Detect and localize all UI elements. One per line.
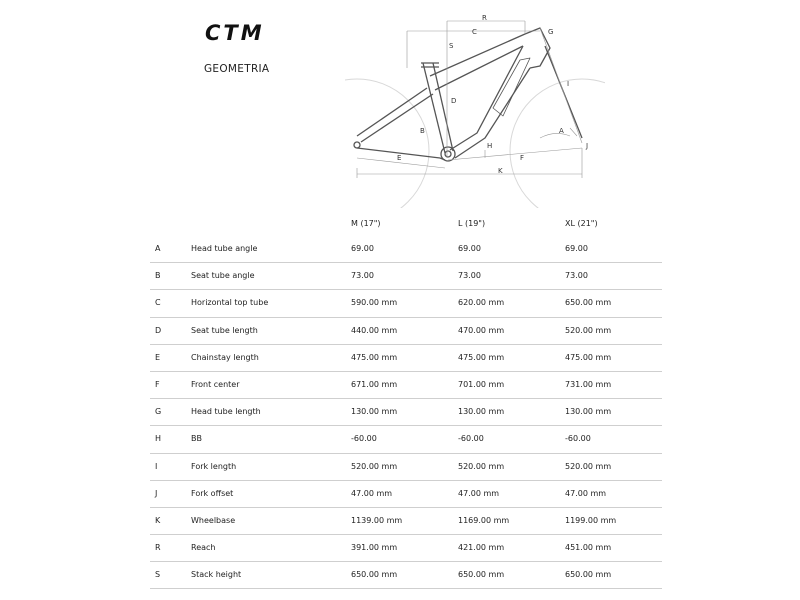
table-row bbox=[150, 345, 662, 372]
row-value-m: 73.00 bbox=[351, 271, 374, 281]
table-row bbox=[150, 372, 662, 399]
table-row bbox=[150, 535, 662, 562]
row-name: Seat tube angle bbox=[191, 271, 255, 281]
row-value-xl: 1199.00 mm bbox=[565, 515, 617, 525]
table-row bbox=[150, 290, 662, 317]
row-value-l: 421.00 mm bbox=[458, 543, 505, 553]
row-value-xl: 130.00 mm bbox=[565, 407, 612, 417]
label-d: D bbox=[451, 97, 457, 105]
row-value-l: 470.00 mm bbox=[458, 325, 505, 335]
row-value-l: 475.00 mm bbox=[458, 352, 505, 362]
row-name: Stack height bbox=[191, 570, 242, 580]
table-row bbox=[150, 426, 662, 453]
row-value-m: 650.00 mm bbox=[351, 570, 398, 580]
row-code: F bbox=[155, 379, 160, 389]
row-code: D bbox=[155, 325, 162, 335]
row-value-xl: 520.00 mm bbox=[565, 461, 612, 471]
row-value-m: 475.00 mm bbox=[351, 352, 398, 362]
geometry-diagram bbox=[345, 8, 605, 208]
row-code: H bbox=[155, 434, 162, 444]
row-value-l: 701.00 mm bbox=[458, 379, 505, 389]
row-value-xl: 451.00 mm bbox=[565, 543, 612, 553]
geometry-table bbox=[150, 216, 662, 589]
row-value-m: 520.00 mm bbox=[351, 461, 398, 471]
front-wheel bbox=[510, 79, 605, 208]
row-value-m: 47.00 mm bbox=[351, 488, 393, 498]
row-value-l: -60.00 bbox=[458, 434, 484, 444]
row-value-xl: 69.00 bbox=[565, 244, 588, 253]
table-row bbox=[150, 318, 662, 345]
label-g: G bbox=[548, 28, 554, 36]
row-value-l: 1169.00 mm bbox=[458, 515, 510, 525]
row-name: Reach bbox=[191, 543, 216, 553]
row-name: Chainstay length bbox=[191, 352, 259, 362]
page-subtitle: GEOMETRIA bbox=[204, 63, 270, 75]
label-h: H bbox=[487, 142, 493, 150]
row-value-l: 47.00 mm bbox=[458, 488, 500, 498]
row-value-m: -60.00 bbox=[351, 434, 377, 444]
column-header-m: M (17") bbox=[351, 219, 381, 228]
label-c: C bbox=[472, 28, 477, 36]
row-value-m: 130.00 mm bbox=[351, 407, 398, 417]
row-name: Head tube length bbox=[191, 407, 261, 417]
row-code: S bbox=[155, 570, 161, 580]
row-value-l: 69.00 bbox=[458, 244, 481, 253]
row-value-m: 69.00 bbox=[351, 244, 374, 253]
label-a: A bbox=[559, 127, 564, 135]
column-header-l: L (19") bbox=[458, 219, 486, 228]
table-row bbox=[150, 399, 662, 426]
row-name: Fork offset bbox=[191, 488, 234, 498]
row-value-m: 1139.00 mm bbox=[351, 515, 403, 525]
label-i: I bbox=[567, 80, 570, 88]
table-body bbox=[150, 236, 662, 589]
row-value-l: 130.00 mm bbox=[458, 407, 505, 417]
label-s: S bbox=[449, 42, 454, 50]
row-value-m: 440.00 mm bbox=[351, 325, 398, 335]
row-code: I bbox=[155, 461, 158, 471]
row-name: BB bbox=[191, 434, 202, 444]
row-code: R bbox=[155, 543, 161, 553]
bike-frame bbox=[354, 28, 582, 161]
row-value-l: 620.00 mm bbox=[458, 298, 505, 308]
table-row bbox=[150, 481, 662, 508]
row-name: Horizontal top tube bbox=[191, 298, 269, 308]
row-code: K bbox=[155, 515, 161, 525]
row-value-xl: 731.00 mm bbox=[565, 379, 612, 389]
row-value-m: 590.00 mm bbox=[351, 298, 398, 308]
row-name: Seat tube length bbox=[191, 325, 258, 335]
row-code: A bbox=[155, 244, 161, 253]
table-row bbox=[150, 236, 662, 263]
ctm-logo bbox=[203, 22, 301, 44]
table-row bbox=[150, 562, 662, 589]
row-name: Front center bbox=[191, 379, 240, 389]
row-code: G bbox=[155, 407, 162, 417]
row-value-xl: 650.00 mm bbox=[565, 570, 612, 580]
label-k: K bbox=[498, 167, 503, 175]
row-value-xl: 520.00 mm bbox=[565, 325, 612, 335]
row-name: Head tube angle bbox=[191, 244, 258, 253]
row-code: J bbox=[155, 488, 158, 498]
row-value-l: 650.00 mm bbox=[458, 570, 505, 580]
row-name: Wheelbase bbox=[191, 515, 236, 525]
row-code: B bbox=[155, 271, 161, 281]
row-code: E bbox=[155, 352, 161, 362]
row-value-m: 391.00 mm bbox=[351, 543, 398, 553]
column-header-xl: XL (21") bbox=[565, 219, 598, 228]
label-b: B bbox=[420, 127, 425, 135]
table-row bbox=[150, 508, 662, 535]
rear-wheel bbox=[345, 79, 429, 208]
table-header bbox=[150, 216, 662, 236]
label-e: E bbox=[397, 154, 402, 162]
row-name: Fork length bbox=[191, 461, 237, 471]
table-row bbox=[150, 454, 662, 481]
row-code: C bbox=[155, 298, 161, 308]
row-value-l: 520.00 mm bbox=[458, 461, 505, 471]
row-value-m: 671.00 mm bbox=[351, 379, 398, 389]
row-value-xl: 47.00 mm bbox=[565, 488, 607, 498]
row-value-xl: 475.00 mm bbox=[565, 352, 612, 362]
label-f: F bbox=[520, 154, 525, 162]
label-r: R bbox=[482, 14, 487, 22]
row-value-xl: -60.00 bbox=[565, 434, 591, 444]
row-value-xl: 650.00 mm bbox=[565, 298, 612, 308]
logo-text: CTM bbox=[205, 22, 265, 44]
row-value-xl: 73.00 bbox=[565, 271, 588, 281]
label-j: J bbox=[586, 142, 589, 150]
table-row bbox=[150, 263, 662, 290]
row-value-l: 73.00 bbox=[458, 271, 481, 281]
